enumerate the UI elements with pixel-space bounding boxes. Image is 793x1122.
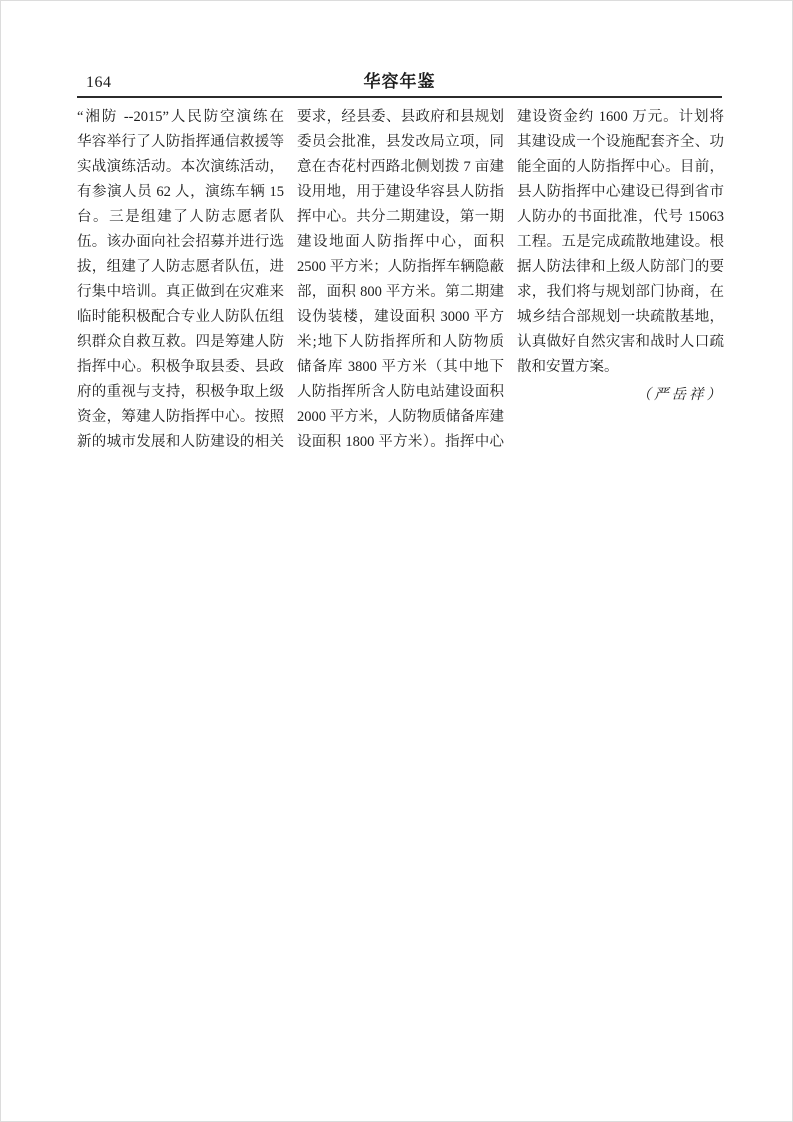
text-line: 挥中心。共分二期建设，第一期 — [297, 209, 504, 225]
text-line: 城乡结合部规划一块疏散基地， — [517, 309, 724, 325]
text-line: 指挥中心。积极争取县委、县政 — [77, 359, 284, 375]
text-line: 求，我们将与规划部门协商，在 — [517, 284, 724, 300]
text-column-3 — [517, 105, 724, 455]
text-line: 要求，经县委、县政府和县规划 — [297, 109, 504, 125]
text-line: 有参演人员 62 人，演练车辆 15 — [77, 184, 284, 200]
text-column-1 — [77, 105, 284, 455]
text-line: 其建设成一个设施配套齐全、功 — [517, 134, 724, 150]
text-line: 拔，组建了人防志愿者队伍，进 — [77, 259, 284, 275]
text-line: 委员会批准，县发改局立项，同 — [297, 134, 504, 150]
article-body — [77, 105, 724, 455]
text-line: 意在杏花村西路北侧划拨 7 亩建 — [297, 159, 504, 175]
author-attribution: （严岳祥） — [636, 387, 724, 403]
text-line: 临时能积极配合专业人防队伍组 — [77, 309, 284, 325]
header-divider — [77, 96, 722, 98]
text-line: 散和安置方案。 — [517, 359, 619, 375]
text-line: 能全面的人防指挥中心。目前， — [517, 159, 724, 175]
text-line: 资金，筹建人防指挥中心。按照 — [77, 409, 284, 425]
text-line: 米;地下人防指挥所和人防物质 — [297, 334, 504, 350]
text-line: 部，面积 800 平方米。第二期建 — [297, 284, 504, 300]
text-line: 台。三是组建了人防志愿者队 — [77, 209, 284, 225]
text-line: 实战演练活动。本次演练活动， — [77, 159, 284, 175]
text-line: 行集中培训。真正做到在灾难来 — [77, 284, 284, 300]
text-line: 储备库 3800 平方米（其中地下 — [297, 359, 504, 375]
text-line: 县人防指挥中心建设已得到省市 — [517, 184, 724, 200]
text-line: 据人防法律和上级人防部门的要 — [517, 259, 724, 275]
text-line: 设面积 1800 平方米）。指挥中心 — [297, 434, 504, 450]
page-title: 华容年鉴 — [363, 72, 436, 92]
text-line: 华容举行了人防指挥通信救援等 — [77, 134, 284, 150]
text-line: 设用地，用于建设华容县人防指 — [297, 184, 504, 200]
text-line: “湘防 --2015”人民防空演练在 — [77, 109, 284, 125]
text-column-2 — [297, 105, 504, 455]
text-line: 工程。五是完成疏散地建设。根 — [517, 234, 724, 250]
page-number: 164 — [86, 74, 112, 91]
page-header — [77, 71, 722, 96]
text-line: 府的重视与支持，积极争取上级 — [77, 384, 284, 400]
text-line: 织群众自救互救。四是筹建人防 — [77, 334, 284, 350]
text-line: 建设资金约 1600 万元。计划将 — [517, 109, 724, 125]
text-line: 设伪装楼，建设面积 3000 平方 — [297, 309, 504, 325]
text-line: 建设地面人防指挥中心，面积 — [297, 234, 504, 250]
text-line: 人防办的书面批准，代号 15063 — [517, 209, 724, 225]
text-line: 新的城市发展和人防建设的相关 — [77, 434, 284, 450]
text-line: 2000 平方米，人防物质储备库建 — [297, 409, 504, 425]
text-line: 人防指挥所含人防电站建设面积 — [297, 384, 504, 400]
text-line: 2500 平方米；人防指挥车辆隐蔽 — [297, 259, 504, 275]
text-line: 伍。该办面向社会招募并进行选 — [77, 234, 284, 250]
text-line: 认真做好自然灾害和战时人口疏 — [517, 334, 724, 350]
